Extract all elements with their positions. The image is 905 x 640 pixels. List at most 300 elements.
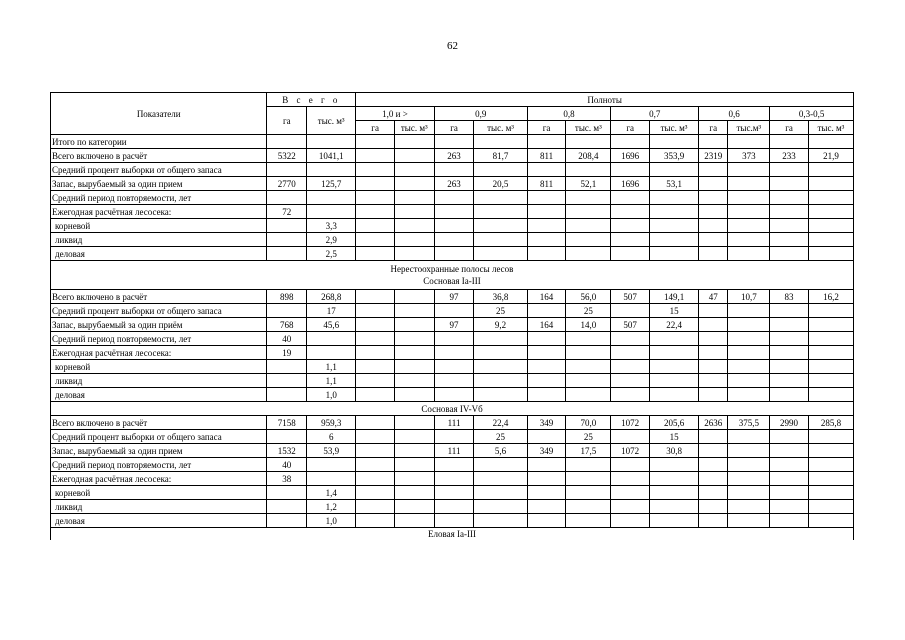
table-cell (474, 374, 527, 388)
table-cell: 15 (650, 304, 699, 318)
section-title-row (51, 402, 854, 416)
table-cell (808, 374, 853, 388)
table-cell (434, 500, 474, 514)
sub-ha-header: га (527, 121, 566, 135)
table-cell (356, 304, 395, 318)
table-cell: 83 (770, 290, 809, 304)
table-cell: 373 (728, 149, 770, 163)
table-cell: 1,0 (307, 388, 356, 402)
table-cell: 349 (527, 416, 566, 430)
table-cell (566, 388, 611, 402)
table-row (51, 247, 854, 261)
table-cell: 3,3 (307, 219, 356, 233)
table-cell (808, 177, 853, 191)
table-row (51, 514, 854, 528)
table-row (51, 318, 854, 332)
table-row (51, 458, 854, 472)
table-cell (307, 472, 356, 486)
table-cell (356, 233, 395, 247)
table-cell (356, 191, 395, 205)
table-cell (356, 458, 395, 472)
table-cell: 111 (434, 444, 474, 458)
table-cell (434, 163, 474, 177)
table-row (51, 219, 854, 233)
table-row (51, 430, 854, 444)
table-cell (728, 458, 770, 472)
table-cell (434, 219, 474, 233)
table-cell (770, 374, 809, 388)
table-cell (527, 514, 566, 528)
table-cell (699, 472, 728, 486)
density-group-header: 0,8 (527, 107, 611, 121)
table-cell: 1,4 (307, 486, 356, 500)
table-cell (267, 219, 307, 233)
table-cell (474, 388, 527, 402)
sub-ha-header: га (770, 121, 809, 135)
table-cell (650, 458, 699, 472)
table-cell (728, 346, 770, 360)
table-cell (611, 388, 650, 402)
table-cell (770, 500, 809, 514)
table-cell: 1,2 (307, 500, 356, 514)
table-cell (474, 500, 527, 514)
table-cell (394, 514, 434, 528)
table-cell (394, 346, 434, 360)
table-cell (267, 486, 307, 500)
table-cell (770, 304, 809, 318)
density-group-header: 1,0 и > (356, 107, 434, 121)
table-cell (474, 346, 527, 360)
table-cell (474, 247, 527, 261)
table-cell (728, 304, 770, 318)
table-cell (611, 374, 650, 388)
table-row (51, 416, 854, 430)
table-cell (267, 304, 307, 318)
table-cell (770, 486, 809, 500)
table-cell (728, 430, 770, 444)
table-cell (770, 233, 809, 247)
table-cell (770, 458, 809, 472)
table-cell: 81,7 (474, 149, 527, 163)
table-cell (808, 430, 853, 444)
sub-m3-header: тыс.м³ (728, 121, 770, 135)
table-cell (808, 233, 853, 247)
table-cell: 1041,1 (307, 149, 356, 163)
row-label: Ежегодная расчётная лесосека: (51, 205, 267, 219)
category-label: Итого по категории (51, 135, 267, 149)
table-cell: 22,4 (650, 318, 699, 332)
sub-m3-header: тыс. м³ (650, 121, 699, 135)
row-label: ликвид (51, 374, 267, 388)
table-cell (699, 177, 728, 191)
table-cell (527, 360, 566, 374)
table-cell: 25 (474, 304, 527, 318)
table-cell: 53,1 (650, 177, 699, 191)
table-cell (650, 500, 699, 514)
table-cell (434, 233, 474, 247)
table-cell (728, 360, 770, 374)
empty-cell (770, 135, 809, 149)
table-cell: 811 (527, 149, 566, 163)
table-cell (770, 191, 809, 205)
density-group-header: 0,3-0,5 (770, 107, 854, 121)
table-cell (808, 444, 853, 458)
table-cell (307, 191, 356, 205)
table-cell (808, 318, 853, 332)
row-label: Запас, вырубаемый за один приём (51, 318, 267, 332)
table-cell: 17 (307, 304, 356, 318)
table-cell (394, 374, 434, 388)
table-cell (394, 149, 434, 163)
table-cell: 1532 (267, 444, 307, 458)
table-cell: 40 (267, 332, 307, 346)
table-cell (566, 374, 611, 388)
table-cell (434, 458, 474, 472)
table-cell (527, 205, 566, 219)
table-cell (434, 247, 474, 261)
table-cell (611, 233, 650, 247)
table-cell: 97 (434, 290, 474, 304)
table-cell (566, 247, 611, 261)
table-cell (527, 472, 566, 486)
row-label: корневой (51, 219, 267, 233)
table-cell (434, 374, 474, 388)
table-cell (267, 430, 307, 444)
table-cell (356, 500, 395, 514)
table-cell (611, 346, 650, 360)
table-row (51, 149, 854, 163)
table-cell (728, 191, 770, 205)
table-cell: 2770 (267, 177, 307, 191)
table-cell: 1072 (611, 444, 650, 458)
row-label: Всего включено в расчёт (51, 416, 267, 430)
table-cell (527, 430, 566, 444)
table-cell (808, 304, 853, 318)
table-cell (356, 318, 395, 332)
table-cell (434, 205, 474, 219)
table-cell: 19 (267, 346, 307, 360)
table-cell: 2,5 (307, 247, 356, 261)
table-cell (728, 472, 770, 486)
table-cell: 17,5 (566, 444, 611, 458)
table-row (51, 332, 854, 346)
table-cell (356, 290, 395, 304)
table-cell (770, 219, 809, 233)
table-cell: 25 (474, 430, 527, 444)
table-cell: 2636 (699, 416, 728, 430)
row-label: ликвид (51, 500, 267, 514)
table-cell: 36,8 (474, 290, 527, 304)
table-cell: 1696 (611, 149, 650, 163)
table-cell (394, 472, 434, 486)
table-cell (699, 318, 728, 332)
table-cell (728, 332, 770, 346)
table-cell (566, 514, 611, 528)
table-cell (770, 444, 809, 458)
table-cell: 20,5 (474, 177, 527, 191)
table-cell: 1,1 (307, 374, 356, 388)
table-cell (699, 486, 728, 500)
table-cell (474, 332, 527, 346)
table-cell (267, 360, 307, 374)
table-cell (356, 444, 395, 458)
table-cell (650, 247, 699, 261)
table-cell (566, 486, 611, 500)
page-number: 62 (447, 40, 458, 52)
table-cell (394, 290, 434, 304)
table-cell (527, 388, 566, 402)
density-group-header: 0,7 (611, 107, 699, 121)
table-cell (699, 444, 728, 458)
table-cell (356, 388, 395, 402)
table-cell (808, 205, 853, 219)
empty-cell (650, 135, 699, 149)
table-cell (356, 430, 395, 444)
table-cell (434, 430, 474, 444)
table-cell: 233 (770, 149, 809, 163)
table-cell: 14,0 (566, 318, 611, 332)
table-cell (650, 205, 699, 219)
empty-cell (611, 135, 650, 149)
table-cell (394, 500, 434, 514)
table-cell: 149,1 (650, 290, 699, 304)
table-cell (808, 500, 853, 514)
table-cell (611, 430, 650, 444)
table-cell (356, 219, 395, 233)
table-cell: 1072 (611, 416, 650, 430)
table-cell (611, 219, 650, 233)
table-cell (356, 346, 395, 360)
table-cell: 40 (267, 458, 307, 472)
table-cell (267, 247, 307, 261)
table-cell (267, 514, 307, 528)
table-cell (808, 219, 853, 233)
table-cell: 205,6 (650, 416, 699, 430)
table-cell: 2,9 (307, 233, 356, 247)
table-cell (307, 205, 356, 219)
table-cell (770, 163, 809, 177)
table-cell: 768 (267, 318, 307, 332)
table-cell: 25 (566, 304, 611, 318)
total-ha-header: га (267, 107, 307, 135)
row-label: Средний период повторяемости, лет (51, 458, 267, 472)
table-cell: 268,8 (307, 290, 356, 304)
table-row (51, 500, 854, 514)
table-cell (394, 247, 434, 261)
table-cell (566, 360, 611, 374)
section-title-line: Еловая Iа-III (428, 529, 476, 539)
table-cell (527, 500, 566, 514)
table-cell (356, 332, 395, 346)
table-cell: 45,6 (307, 318, 356, 332)
table-cell: 2990 (770, 416, 809, 430)
table-cell (611, 163, 650, 177)
table-cell: 164 (527, 290, 566, 304)
table-cell (808, 472, 853, 486)
sub-ha-header: га (356, 121, 395, 135)
table-cell (566, 163, 611, 177)
table-cell (394, 332, 434, 346)
row-label: деловая (51, 388, 267, 402)
table-cell (728, 486, 770, 500)
table-cell (356, 177, 395, 191)
table-cell (728, 500, 770, 514)
table-row (51, 191, 854, 205)
table-cell: 1,0 (307, 514, 356, 528)
table-row (51, 304, 854, 318)
table-cell (650, 486, 699, 500)
table-cell (728, 219, 770, 233)
table-cell (770, 346, 809, 360)
table-cell (611, 472, 650, 486)
table-cell (356, 486, 395, 500)
table-cell (394, 388, 434, 402)
table-cell (650, 346, 699, 360)
table-cell (611, 486, 650, 500)
table-cell (770, 360, 809, 374)
table-cell: 2319 (699, 149, 728, 163)
table-cell: 353,9 (650, 149, 699, 163)
table-row (51, 205, 854, 219)
table-cell (808, 388, 853, 402)
table-cell (699, 374, 728, 388)
table-cell (611, 514, 650, 528)
table-cell (434, 304, 474, 318)
table-cell (566, 219, 611, 233)
table-cell (267, 191, 307, 205)
table-cell (474, 360, 527, 374)
sub-m3-header: тыс. м³ (566, 121, 611, 135)
sub-m3-header: тыс. м³ (474, 121, 527, 135)
table-cell (267, 163, 307, 177)
table-cell (527, 346, 566, 360)
table-cell (650, 191, 699, 205)
table-cell (566, 332, 611, 346)
table-cell (728, 318, 770, 332)
table-cell (650, 374, 699, 388)
table-cell (356, 416, 395, 430)
table-cell (650, 514, 699, 528)
table-cell (728, 247, 770, 261)
table-cell: 22,4 (474, 416, 527, 430)
table-cell (434, 191, 474, 205)
row-label: Всего включено в расчёт (51, 149, 267, 163)
table-cell (699, 500, 728, 514)
table-cell (394, 191, 434, 205)
table-cell (699, 514, 728, 528)
table-row (51, 177, 854, 191)
table-cell: 164 (527, 318, 566, 332)
table-cell (699, 304, 728, 318)
table-cell: 15 (650, 430, 699, 444)
table-cell (566, 205, 611, 219)
empty-cell (356, 135, 395, 149)
row-label: корневой (51, 486, 267, 500)
table-cell (356, 247, 395, 261)
empty-cell (808, 135, 853, 149)
table-cell: 47 (699, 290, 728, 304)
table-cell: 208,4 (566, 149, 611, 163)
table-cell: 38 (267, 472, 307, 486)
table-cell (770, 332, 809, 346)
table-cell (566, 233, 611, 247)
table-cell: 263 (434, 177, 474, 191)
section-title-line: Нерестоохранные полосы лесов (390, 264, 514, 274)
table-cell: 16,2 (808, 290, 853, 304)
empty-cell (728, 135, 770, 149)
table-cell: 53,9 (307, 444, 356, 458)
table-cell (527, 486, 566, 500)
table-cell (307, 332, 356, 346)
indicators-header: Показатели (51, 93, 267, 135)
table-cell (728, 177, 770, 191)
table-cell (611, 191, 650, 205)
table-cell (699, 247, 728, 261)
table-cell (699, 388, 728, 402)
empty-cell (307, 135, 356, 149)
table-cell (394, 360, 434, 374)
table-row (51, 486, 854, 500)
table-cell (611, 500, 650, 514)
table-cell (527, 458, 566, 472)
table-cell (728, 388, 770, 402)
table-cell (474, 233, 527, 247)
table-cell (566, 472, 611, 486)
sub-ha-header: га (699, 121, 728, 135)
table-cell (474, 205, 527, 219)
table-cell (611, 360, 650, 374)
table-cell (808, 486, 853, 500)
table-cell: 30,8 (650, 444, 699, 458)
table-cell (808, 163, 853, 177)
table-cell (650, 360, 699, 374)
table-cell (728, 514, 770, 528)
empty-cell (434, 135, 474, 149)
table-cell (699, 191, 728, 205)
table-cell (527, 247, 566, 261)
table-cell (307, 346, 356, 360)
row-label: Запас, вырубаемый за один прием (51, 177, 267, 191)
table-cell (650, 332, 699, 346)
section-title (51, 402, 854, 416)
empty-cell (699, 135, 728, 149)
header-row-1 (51, 93, 854, 107)
section-title-row (51, 261, 854, 290)
table-cell: 21,9 (808, 149, 853, 163)
table-cell (474, 472, 527, 486)
table-cell (650, 472, 699, 486)
table-cell: 507 (611, 290, 650, 304)
table-cell (434, 346, 474, 360)
table-row (51, 374, 854, 388)
table-row (51, 233, 854, 247)
table-cell (356, 205, 395, 219)
table-row (51, 444, 854, 458)
table-cell (394, 177, 434, 191)
table-row (51, 290, 854, 304)
row-label: Ежегодная расчётная лесосека: (51, 472, 267, 486)
table-cell (394, 486, 434, 500)
table-cell (770, 247, 809, 261)
table-row (51, 472, 854, 486)
table-cell: 56,0 (566, 290, 611, 304)
table-cell: 1696 (611, 177, 650, 191)
table-cell (566, 191, 611, 205)
empty-cell (474, 135, 527, 149)
table-body (51, 93, 854, 541)
table-cell (808, 514, 853, 528)
section-title-line: Сосновая IV-Vб (421, 403, 483, 414)
